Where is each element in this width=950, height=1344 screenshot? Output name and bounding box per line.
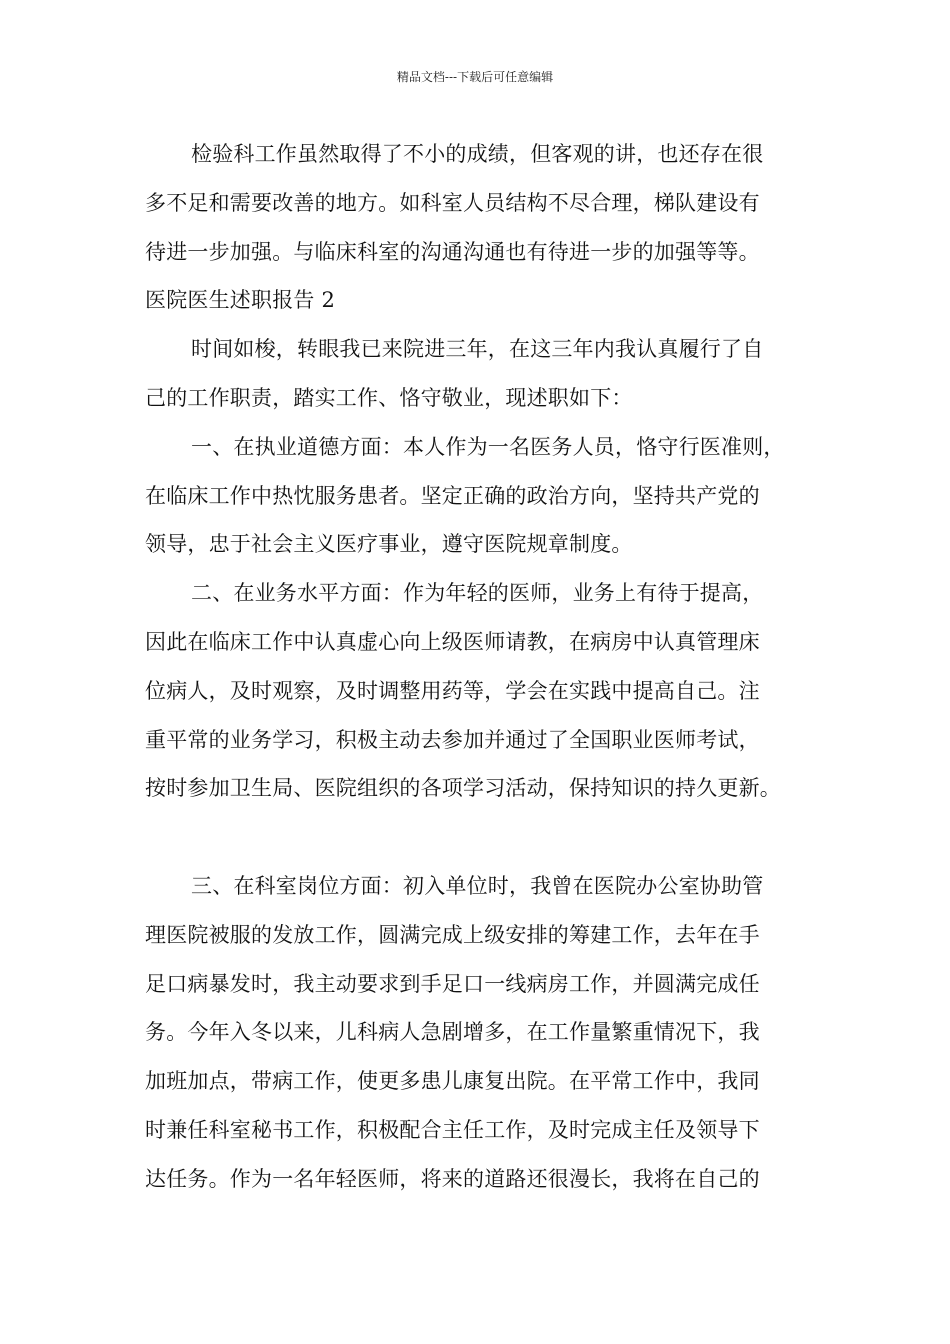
paragraph-line: 达任务。作为一名年轻医师，将来的道路还很漫长，我将在自己的: [145, 1166, 760, 1191]
document-body: [145, 130, 815, 1204]
paragraph-line: 在临床工作中热忱服务患者。坚定正确的政治方向，坚持共产党的: [145, 483, 760, 508]
paragraph-line: 检验科工作虽然取得了不小的成绩，但客观的讲，也还存在很: [191, 142, 764, 166]
paragraph-line: 时间如梭，转眼我已来院进三年，在这三年内我认真履行了自: [191, 337, 764, 362]
paragraph-line: 理医院被服的发放工作，圆满完成上级安排的筹建工作，去年在手: [145, 922, 760, 947]
paragraph-line: 三、在科室岗位方面：初入单位时，我曾在医院办公室协助管: [191, 873, 764, 898]
paragraph-line: 领导，忠于社会主义医疗事业，遵守医院规章制度。: [145, 532, 633, 557]
paragraph-line: 因此在临床工作中认真虚心向上级医师请教，在病房中认真管理床: [145, 629, 760, 654]
section-heading: 医院医生述职报告 2: [145, 288, 336, 313]
paragraph-line: 一、在执业道德方面：本人作为一名医务人员，恪守行医准则，: [191, 434, 785, 459]
paragraph-line: 加班加点，带病工作，使更多患儿康复出院。在平常工作中，我同: [145, 1069, 760, 1094]
paragraph-line: 足口病暴发时，我主动要求到手足口一线病房工作，并圆满完成任: [145, 971, 760, 996]
paragraph-line: 重平常的业务学习，积极主动去参加并通过了全国职业医师考试，: [145, 727, 760, 752]
paragraph-line: 位病人，及时观察，及时调整用药等，学会在实践中提高自己。注: [145, 678, 760, 703]
paragraph-line: 时兼任科室秘书工作，积极配合主任工作，及时完成主任及领导下: [145, 1117, 760, 1142]
paragraph-line: 按时参加卫生局、医院组织的各项学习活动，保持知识的持久更新。: [145, 776, 781, 801]
paragraph-line: 二、在业务水平方面：作为年轻的医师，业务上有待于提高，: [191, 581, 764, 606]
paragraph-line: 务。今年入冬以来，儿科病人急剧增多，在工作量繁重情况下，我: [145, 1020, 760, 1045]
paragraph-line: 多不足和需要改善的地方。如科室人员结构不尽合理，梯队建设有: [145, 190, 760, 215]
paragraph-line: 己的工作职责，踏实工作、恪守敬业，现述职如下：: [145, 385, 633, 410]
paragraph-gap: [145, 813, 815, 862]
paragraph-line: 待进一步加强。与临床科室的沟通沟通也有待进一步的加强等等。: [145, 239, 760, 264]
page-header: 精品文档---下载后可任意编辑: [396, 70, 554, 84]
